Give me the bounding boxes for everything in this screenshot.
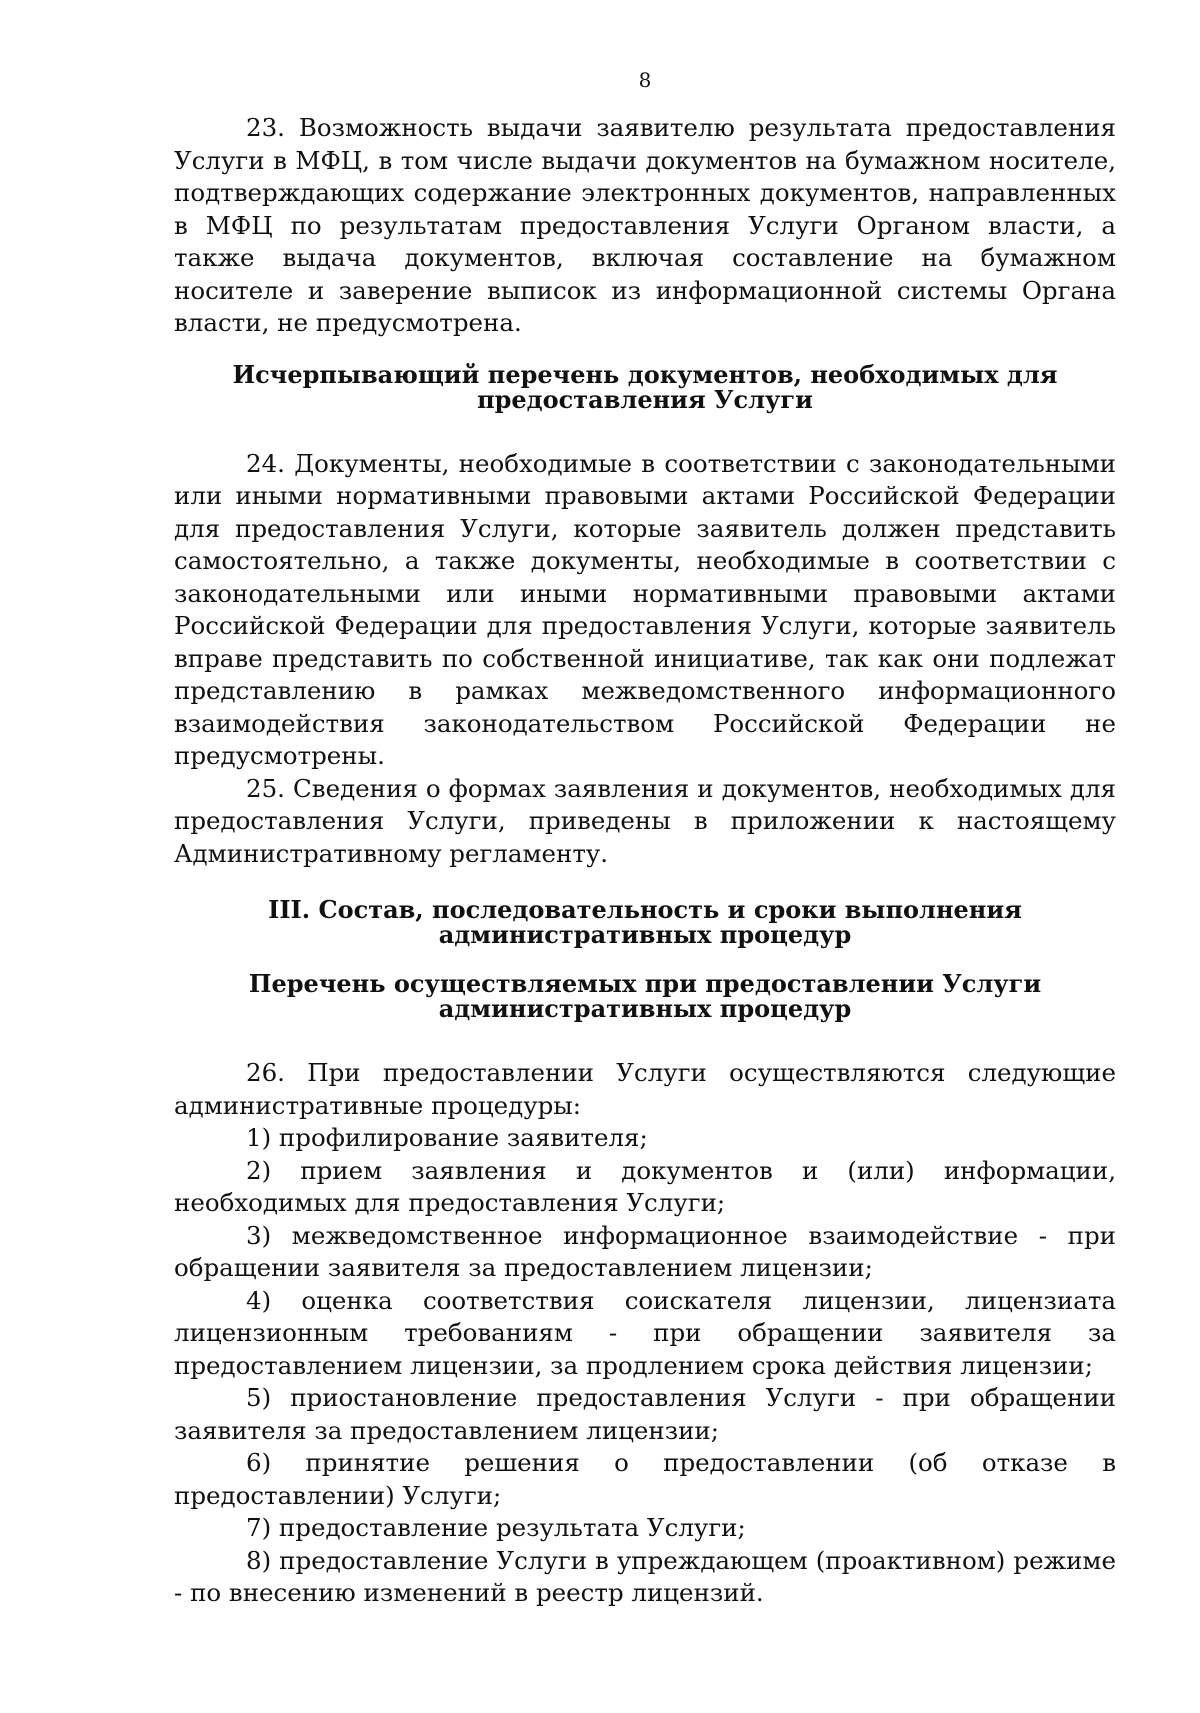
page-number: 8 [638, 68, 652, 92]
procedure-item: 5) приостановление предоставления Услуги - при обращении заявителя за предоставлением лицензии; [174, 1383, 1116, 1445]
procedure-item: 6) принятие решения о предоставлении (об отказе в предоставлении) Услуги; [174, 1448, 1116, 1510]
paragraph-25: 25. Сведения о формах заявления и документов, необходимых для предоставления Услуги, приведены в приложении к настоящему Административному регламенту. [174, 773, 1116, 868]
heading-section-3: III. Состав, последовательность и сроки выполнения административных процедур [268, 895, 1022, 949]
procedure-item: 8) предоставление Услуги в упреждающем (проактивном) режиме - по внесению изменений в реестр лицензий. [174, 1545, 1116, 1607]
heading-documents-list: Исчерпывающий перечень документов, необходимых для предоставления Услуги [232, 359, 1058, 414]
procedure-item: 2) прием заявления и документов и (или) информации, необходимых для предоставления Услуги; [174, 1155, 1116, 1217]
paragraph-26: 26. При предоставлении Услуги осуществляются следующие административные процедуры: [174, 1058, 1116, 1120]
paragraph-23: 23. Возможность выдачи заявителю результата предоставления Услуги в МФЦ, в том числе выдачи документов на бумажном носителе, подтверждающих содержание электронных документов, направленных в МФЦ по результатам предоставления Услуги Органом власти, а также выдача документов, включая составление на бумажном носителе и заверение выписок из информационной системы Органа власти, не предусмотрена. [174, 113, 1116, 337]
heading-procedures-list: Перечень осуществляемых при предоставлении Услуги административных процедур [248, 969, 1042, 1023]
procedure-item: 4) оценка соответствия соискателя лицензии, лицензиата лицензионным требованиям - при обращении заявителя за предоставлением лицензии, за продлением срока действия лицензии; [174, 1285, 1116, 1380]
paragraph-24: 24. Документы, необходимые в соответствии с законодательными или иными нормативными правовыми актами Российской Федерации для предоставления Услуги, которые заявитель должен представить самостоятельно, а также документы, необходимые в соответствии с законодательными или иными нормативными правовыми актами Российской Федерации для предоставления Услуги, которые заявитель вправе представить по собственной инициативе, так как они подлежат представлению в рамках межведомственного информационного взаимодействия законодательством Российской Федерации не предусмотрены. [174, 448, 1116, 770]
procedure-item: 1) профилирование заявителя; [246, 1123, 648, 1152]
procedure-item: 3) межведомственное информационное взаимодействие - при обращении заявителя за предоставлением лицензии; [174, 1220, 1116, 1282]
document-body [174, 112, 1116, 1610]
procedure-item: 7) предоставление результата Услуги; [246, 1513, 746, 1542]
